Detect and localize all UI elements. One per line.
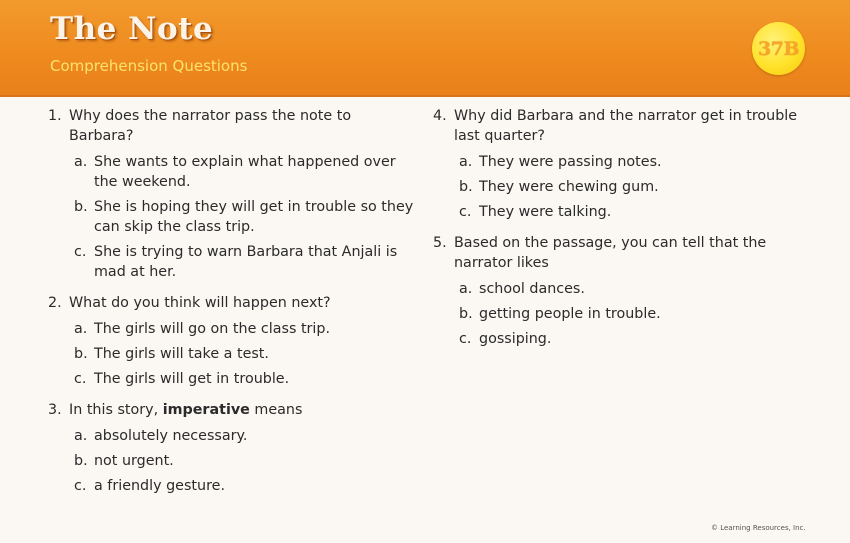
- option-text: school dances.: [479, 281, 585, 297]
- answer-option: [459, 329, 813, 349]
- page-title: The Note: [50, 11, 214, 47]
- questions-right-column: [433, 106, 813, 360]
- option-text: gossiping.: [479, 331, 552, 347]
- answer-option: [74, 242, 420, 282]
- question-text: Based on the passage, you can tell that the narrator likes: [454, 235, 767, 271]
- answer-option: [74, 197, 420, 237]
- answer-option: [74, 476, 420, 496]
- question-text: What do you think will happen next?: [69, 295, 331, 311]
- answer-option: [74, 344, 420, 364]
- vocabulary-word: imperative: [162, 402, 250, 418]
- question-3: [48, 400, 420, 496]
- option-letter: a.: [459, 154, 473, 170]
- option-text: a friendly gesture.: [94, 478, 225, 494]
- question-number: 3.: [48, 402, 62, 418]
- question-text: Why does the narrator pass the note to Barbara?: [69, 108, 352, 144]
- page-subtitle: Comprehension Questions: [50, 57, 248, 75]
- copyright-notice: © Learning Resources, Inc.: [711, 524, 806, 532]
- option-text: absolutely necessary.: [94, 428, 248, 444]
- questions-left-column: [48, 106, 420, 507]
- answer-option: [459, 279, 813, 299]
- answer-option: [459, 177, 813, 197]
- question-5: [433, 233, 813, 349]
- question-1: [48, 106, 420, 282]
- question-text: [69, 400, 420, 420]
- option-letter: a.: [459, 281, 473, 297]
- option-letter: b.: [459, 179, 473, 195]
- option-letter: c.: [74, 244, 87, 260]
- question-text-post: means: [249, 402, 303, 418]
- option-letter: c.: [74, 478, 87, 494]
- question-text-pre: In this story,: [69, 402, 163, 418]
- option-text: getting people in trouble.: [479, 306, 661, 322]
- question-number: 1.: [48, 108, 62, 124]
- option-text: not urgent.: [94, 453, 174, 469]
- question-number: 5.: [433, 235, 447, 251]
- option-text: The girls will take a test.: [94, 346, 269, 362]
- card-number-badge: [752, 22, 805, 75]
- option-letter: b.: [74, 199, 88, 215]
- option-letter: c.: [459, 204, 472, 220]
- option-letter: c.: [74, 371, 87, 387]
- question-text: Why did Barbara and the narrator get in trouble last quarter?: [454, 108, 798, 144]
- option-text: They were talking.: [479, 204, 612, 220]
- option-text: They were chewing gum.: [479, 179, 659, 195]
- answer-option: [74, 152, 420, 192]
- option-letter: c.: [459, 331, 472, 347]
- option-letter: b.: [74, 346, 88, 362]
- answer-option: [74, 426, 420, 446]
- question-number: 2.: [48, 295, 62, 311]
- answer-option: [74, 451, 420, 471]
- answer-option: [459, 304, 813, 324]
- question-2: [48, 293, 420, 389]
- option-letter: a.: [74, 321, 88, 337]
- answer-option: [459, 152, 813, 172]
- option-text: They were passing notes.: [479, 154, 662, 170]
- option-text: The girls will get in trouble.: [94, 371, 290, 387]
- card-header: [0, 0, 850, 97]
- option-text: The girls will go on the class trip.: [94, 321, 331, 337]
- option-text: She is hoping they will get in trouble so they can skip the class trip.: [94, 199, 414, 235]
- card-number: 37B: [758, 37, 799, 60]
- option-letter: a.: [74, 428, 88, 444]
- option-letter: b.: [459, 306, 473, 322]
- option-letter: a.: [74, 154, 88, 170]
- answer-option: [74, 369, 420, 389]
- answer-option: [74, 319, 420, 339]
- answer-option: [459, 202, 813, 222]
- question-4: [433, 106, 813, 222]
- option-letter: b.: [74, 453, 88, 469]
- question-number: 4.: [433, 108, 447, 124]
- option-text: She is trying to warn Barbara that Anjali is mad at her.: [94, 244, 398, 280]
- option-text: She wants to explain what happened over the weekend.: [94, 154, 396, 190]
